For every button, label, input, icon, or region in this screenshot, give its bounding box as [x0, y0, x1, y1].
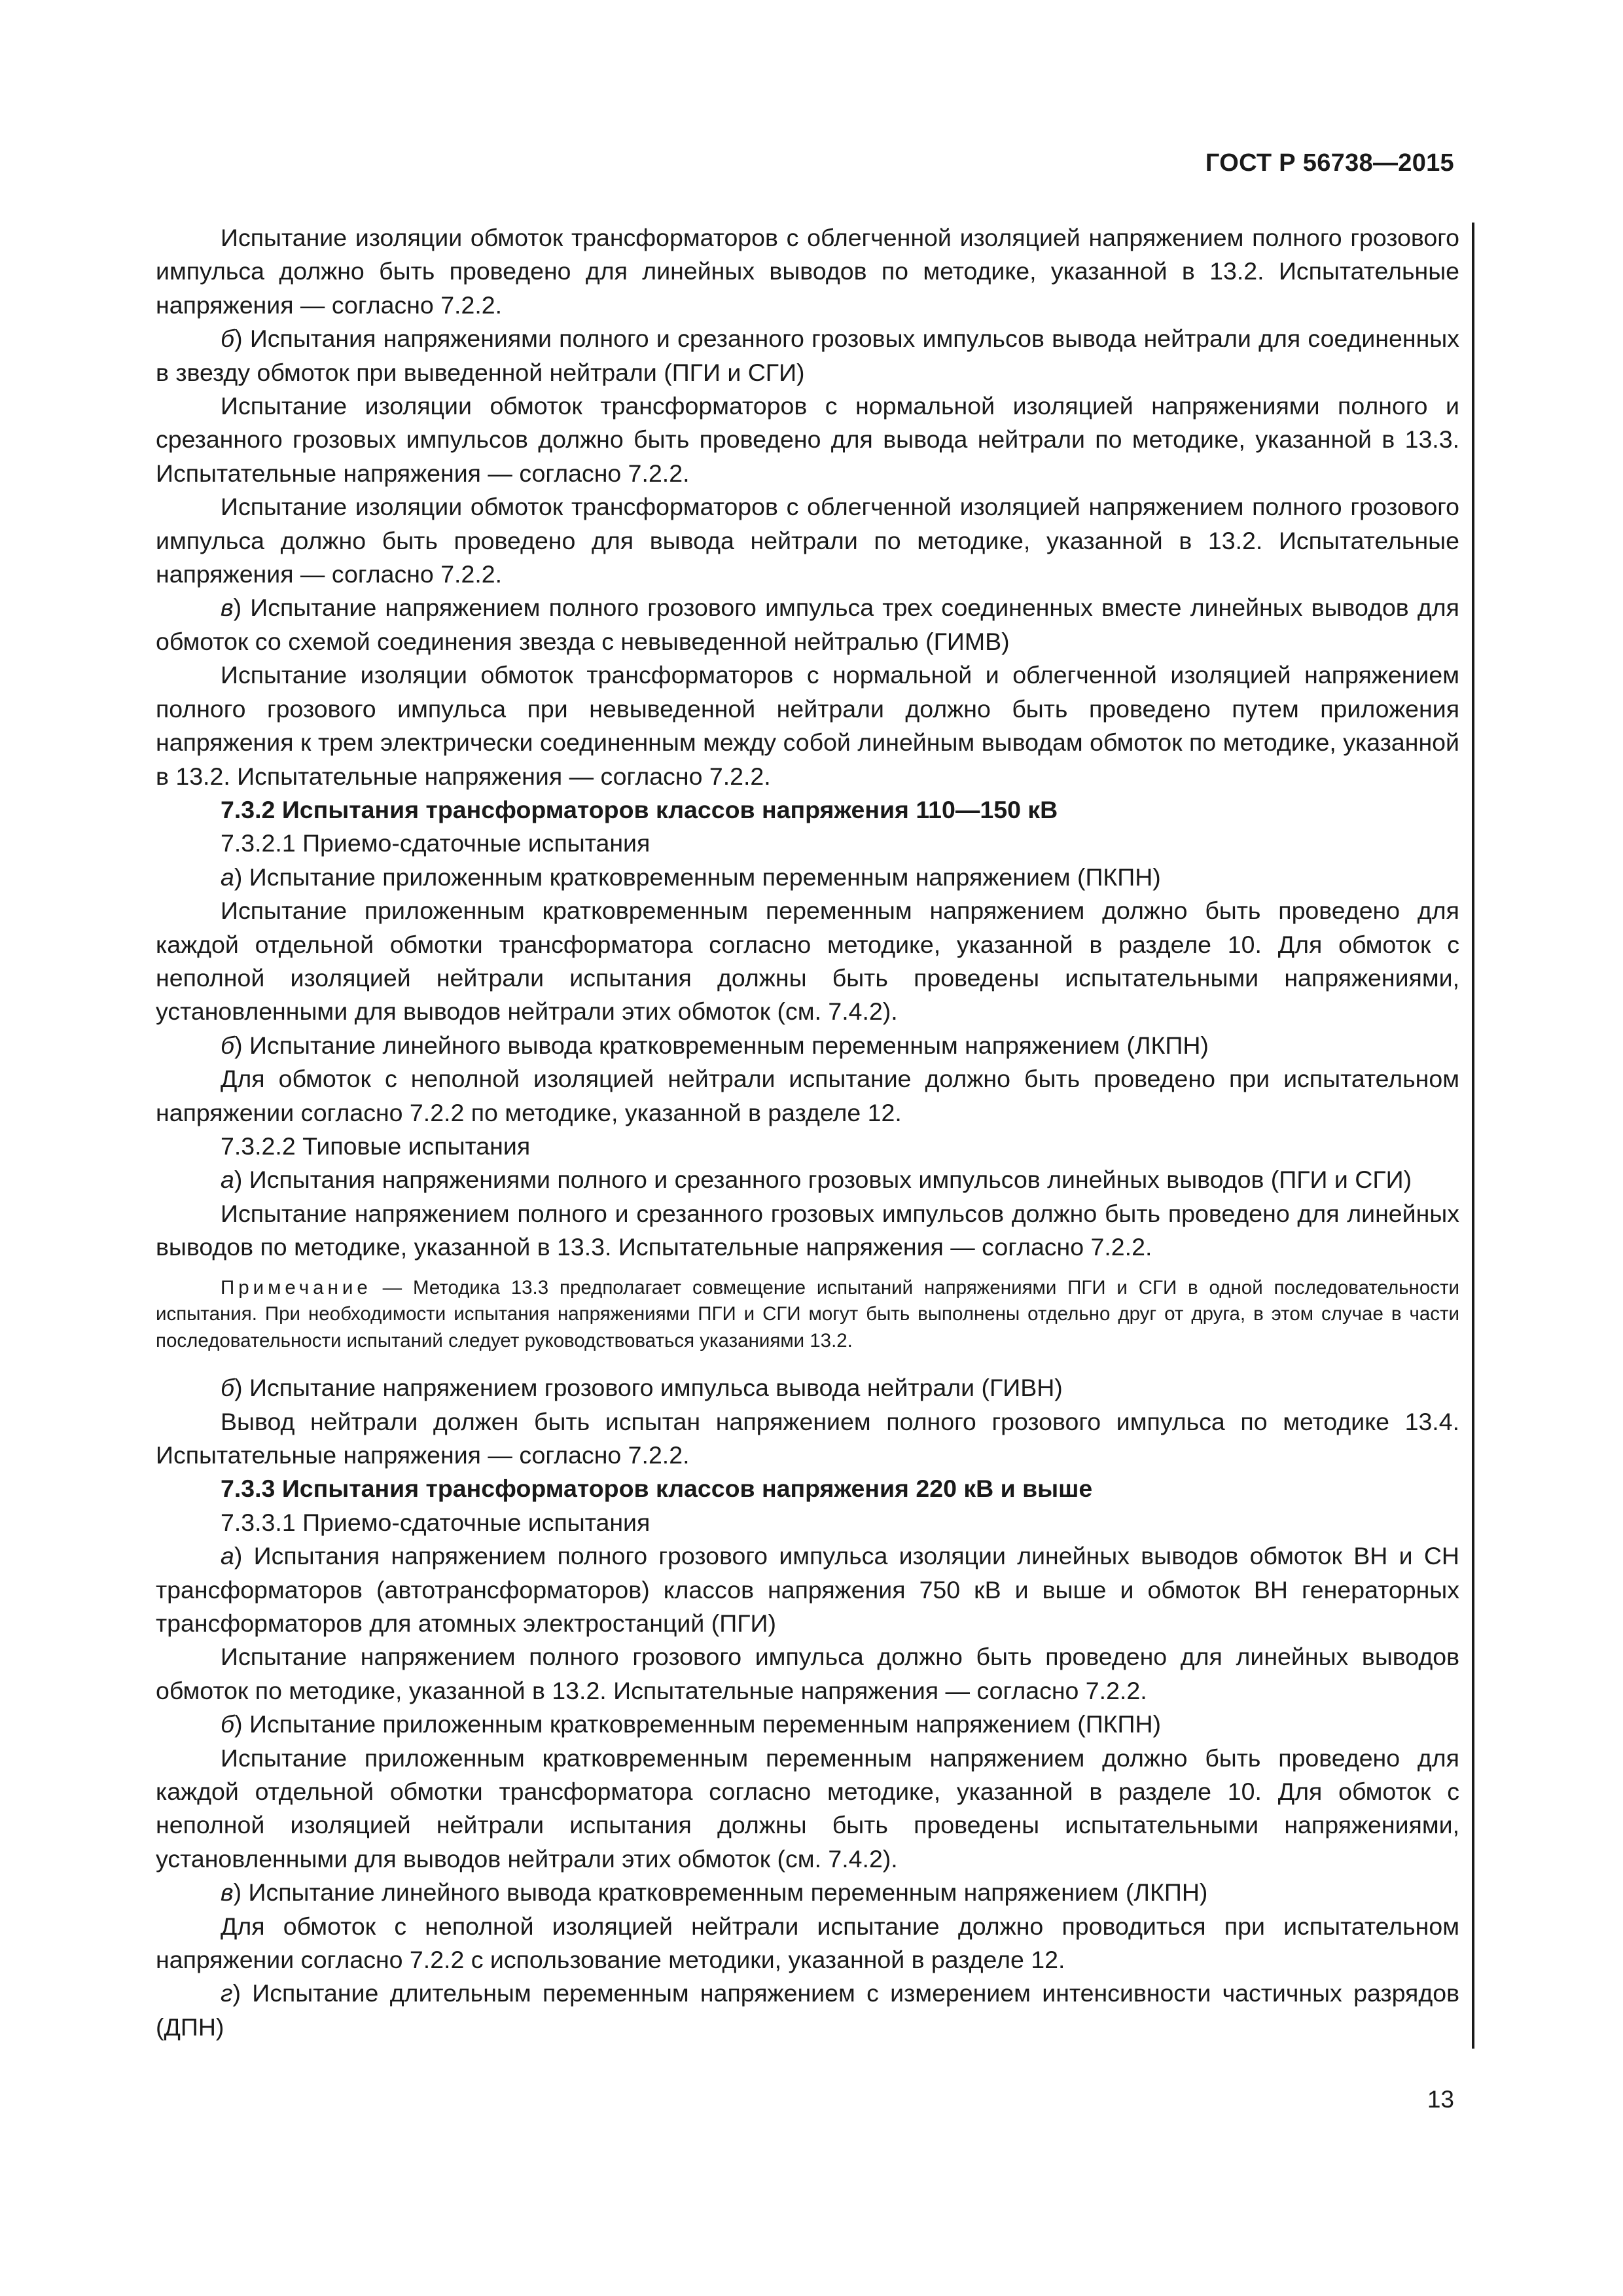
paragraph: Испытание изоляции обмоток трансформаторов с облегченной изоляцией напряжением полного грозового импульса должно быть проведено для линейных выводов по методике, указанной в 13.2. Испытательные напряжения — согласно 7.2.2. — [156, 224, 1459, 319]
paragraph: Для обмоток с неполной изоляцией нейтрали испытание должно быть проведено при испытательном напряжении согласно 7.2.2 по методике, указанной в разделе 12. — [156, 1065, 1459, 1126]
list-marker: г — [221, 1979, 233, 2007]
list-item-text: ) Испытания напряжением полного грозового импульса изоляции линейных выводов обмоток ВН и СН трансформаторов (автотрансформаторов) классов напряжения 750 кВ и выше и обмоток ВН генераторных трансформаторов для атомных электростанций (ПГИ) — [156, 1542, 1459, 1637]
list-marker: б — [221, 1374, 235, 1402]
subsection-heading: 7.3.2.2 Типовые испытания — [221, 1132, 531, 1160]
list-item — [156, 1163, 1459, 1196]
document-body — [156, 221, 1459, 2044]
note-label: Примечание — [221, 1276, 372, 1299]
list-item — [156, 1371, 1459, 1405]
note-text: — Методика 13.3 предполагает совмещение испытаний напряжениями ПГИ и СГИ в одной последовательности испытания. При необходимости испытания напряжениями ПГИ и СГИ могут быть выполнены отдельно друг от друга, в этом случае в части последовательности испытаний следует руководствоваться указаниями 13.2. — [156, 1276, 1459, 1352]
paragraph: Испытание изоляции обмоток трансформаторов с нормальной и облегченной изоляцией напряжением полного грозового импульса при невыведенной нейтрали должно быть проведено путем приложения напряжения к трем электрически соединенным между собой линейным выводам обмоток по методике, указанной в 13.2. Испытательные напряжения — согласно 7.2.2. — [156, 661, 1459, 790]
list-item — [156, 591, 1459, 658]
list-item-text: ) Испытание линейного вывода кратковременным переменным напряжением (ЛКПН) — [233, 1878, 1208, 1907]
list-marker: в — [221, 594, 234, 622]
list-item-text: ) Испытание напряжением грозового импульса вывода нейтрали (ГИВН) — [234, 1374, 1063, 1402]
list-item-text: ) Испытания напряжениями полного и срезанного грозовых импульсов вывода нейтрали для соединенных в звезду обмоток при выведенной нейтрали (ПГИ и СГИ) — [156, 325, 1459, 386]
paragraph: Испытание напряжением полного и срезанного грозовых импульсов должно быть проведено для линейных выводов по методике, указанной в 13.3. Испытательные напряжения — согласно 7.2.2. — [156, 1199, 1459, 1261]
section-heading: 7.3.3 Испытания трансформаторов классов напряжения 220 кВ и выше — [221, 1475, 1093, 1503]
paragraph: Вывод нейтрали должен быть испытан напряжением полного грозового импульса по методике 13.4. Испытательные напряжения — согласно 7.2.2. — [156, 1407, 1459, 1469]
paragraph: Испытание напряжением полного грозового импульса должно быть проведено для линейных выводов обмоток по методике, указанной в 13.2. Испытательные напряжения — согласно 7.2.2. — [156, 1643, 1459, 1704]
change-bar — [1472, 223, 1474, 2049]
list-item-text: ) Испытание напряжением полного грозового импульса трех соединенных вместе линейных выводов для обмоток со схемой соединения звезда с невыведенной нейтралью (ГИМВ) — [156, 594, 1459, 655]
section-heading: 7.3.2 Испытания трансформаторов классов напряжения 110—150 кВ — [221, 795, 1058, 823]
list-item — [156, 1977, 1459, 2044]
note — [156, 1275, 1459, 1355]
list-item — [156, 322, 1459, 389]
list-item-text: ) Испытание линейного вывода кратковременным переменным напряжением (ЛКПН) — [234, 1031, 1209, 1059]
paragraph: Испытание изоляции обмоток трансформаторов с нормальной изоляцией напряжениями полного и срезанного грозовых импульсов должно быть проведено для вывода нейтрали по методике, указанной в 13.3. Испытательные напряжения — согласно 7.2.2. — [156, 392, 1459, 487]
paragraph: Испытание приложенным кратковременным переменным напряжением должно быть проведено для каждой отдельной обмотки трансформатора согласно методике, указанной в разделе 10. Для обмоток с неполной изоляцией нейтрали испытания должны быть проведены испытательными напряжениями, установленными для выводов нейтрали этих обмоток (см. 7.4.2). — [156, 1744, 1459, 1873]
list-item — [156, 861, 1459, 894]
list-marker: а — [221, 863, 234, 891]
subsection-heading: 7.3.2.1 Приемо-сдаточные испытания — [221, 829, 651, 857]
list-item — [156, 1708, 1459, 1741]
list-item-text: ) Испытание приложенным кратковременным переменным напряжением (ПКПН) — [234, 863, 1161, 891]
paragraph: Испытание приложенным кратковременным переменным напряжением должно быть проведено для каждой отдельной обмотки трансформатора согласно методике, указанной в разделе 10. Для обмоток с неполной изоляцией нейтрали испытания должны быть проведены испытательными напряжениями, установленными для выводов нейтрали этих обмоток (см. 7.4.2). — [156, 897, 1459, 1026]
list-marker: б — [221, 325, 235, 353]
document-header: ГОСТ Р 56738—2015 — [1205, 149, 1454, 177]
list-marker: б — [221, 1031, 235, 1059]
list-item-text: ) Испытание приложенным кратковременным переменным напряжением (ПКПН) — [234, 1710, 1162, 1738]
list-marker: а — [221, 1166, 234, 1194]
paragraph: Для обмоток с неполной изоляцией нейтрали испытание должно проводиться при испытательном напряжении согласно 7.2.2 с использование методики, указанной в разделе 12. — [156, 1912, 1459, 1973]
page-number: 13 — [1427, 2086, 1454, 2113]
list-item-text: ) Испытания напряжениями полного и срезанного грозовых импульсов линейных выводов (ПГИ и СГИ) — [234, 1166, 1412, 1194]
list-item-text: ) Испытание длительным переменным напряжением с измерением интенсивности частичных разрядов (ДПН) — [156, 1979, 1459, 2041]
subsection-heading: 7.3.3.1 Приемо-сдаточные испытания — [221, 1508, 651, 1536]
list-item — [156, 1539, 1459, 1640]
list-marker: а — [221, 1542, 234, 1570]
paragraph: Испытание изоляции обмоток трансформаторов с облегченной изоляцией напряжением полного грозового импульса должно быть проведено для вывода нейтрали по методике, указанной в 13.2. Испытательные напряжения — согласно 7.2.2. — [156, 493, 1459, 588]
list-marker: б — [221, 1710, 235, 1738]
list-item — [156, 1029, 1459, 1062]
list-item — [156, 1876, 1459, 1909]
list-marker: в — [221, 1878, 234, 1907]
